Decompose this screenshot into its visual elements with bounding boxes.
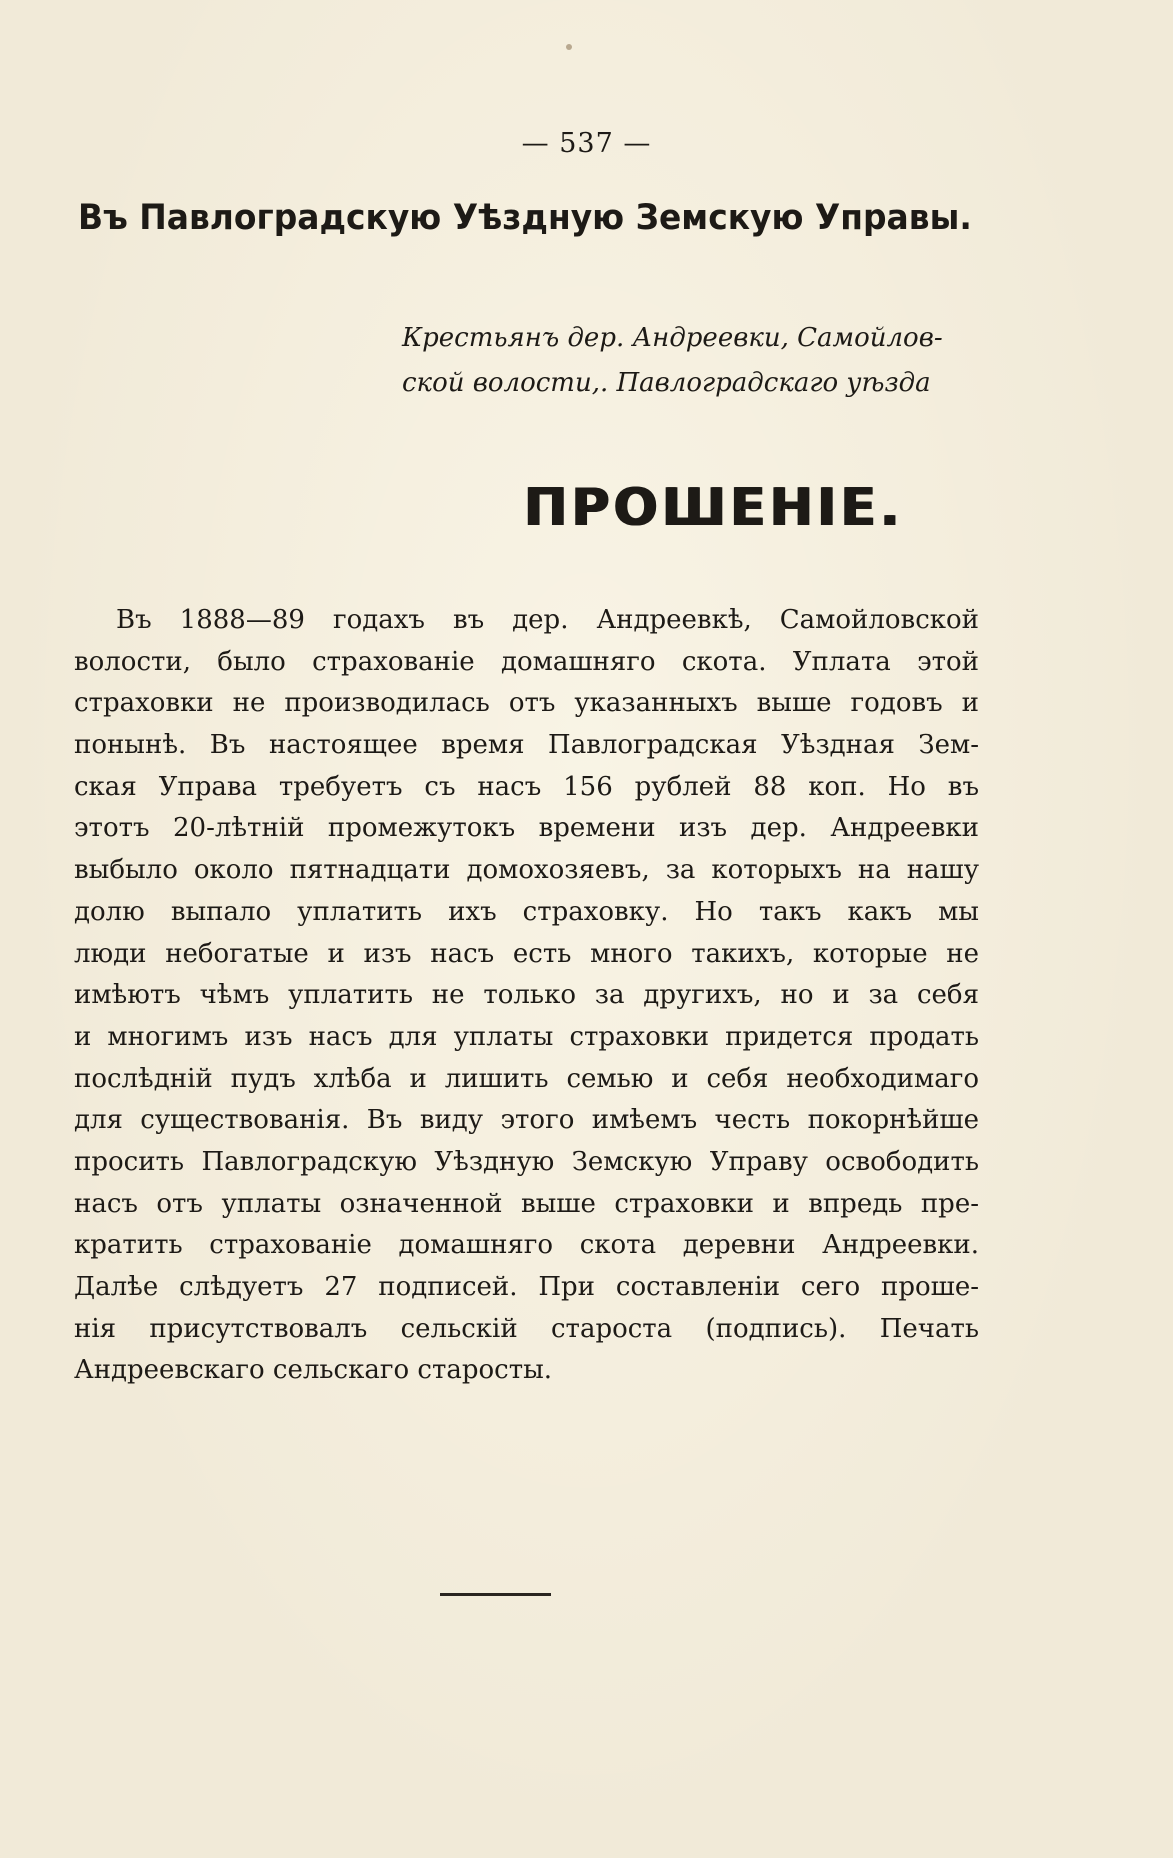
body-line: для существованія. Въ виду этого имѣемъ честь покорнѣйше — [74, 1105, 979, 1136]
addressee-line: ской волости,. Павлоградскаго уѣзда — [402, 368, 931, 398]
closing-rule — [440, 1593, 551, 1596]
body-line: насъ отъ уплаты означенной выше страховки и впредь пре- — [74, 1188, 979, 1219]
body-line: Въ 1888—89 годахъ въ дер. Андреевкѣ, Самойловской — [116, 605, 979, 635]
body-line: кратить страхованіе домашняго скота деревни Андреевки. — [74, 1230, 979, 1261]
petition-body — [74, 600, 979, 1392]
body-line: долю выпало уплатить ихъ страховку. Но такъ какъ мы — [74, 896, 979, 927]
body-line: имѣютъ чѣмъ уплатить не только за другихъ, но и за себя — [74, 980, 979, 1011]
body-line: и многимъ изъ насъ для уплаты страховки придется продать — [74, 1021, 979, 1052]
body-line: ская Управа требуетъ съ насъ 156 рублей 88 коп. Но въ — [74, 771, 979, 802]
body-line: страховки не производилась отъ указанныхъ выше годовъ и — [74, 688, 979, 719]
body-line: нія присутствовалъ сельскій староста (подпись). Печать — [74, 1313, 979, 1344]
document-heading: Въ Павлоградскую Уѣздную Земскую Управы. — [78, 198, 972, 238]
body-line: Далѣе слѣдуетъ 27 подписей. При составленіи сего проше- — [74, 1272, 979, 1302]
ink-speck — [566, 44, 572, 50]
page-number: — 537 — — [521, 128, 652, 159]
petition-title: ПРОШЕНІЕ. — [524, 478, 904, 538]
body-line: Андреевскаго сельскаго старосты. — [74, 1355, 553, 1386]
body-line: этотъ 20-лѣтній промежутокъ времени изъ дер. Андреевки — [74, 813, 979, 844]
body-line: волости, было страхованіе домашняго скота. Уплата этой — [74, 646, 979, 677]
body-line: выбыло около пятнадцати домохозяевъ, за которыхъ на нашу — [74, 855, 979, 886]
body-line: понынѣ. Въ настоящее время Павлоградская Уѣздная Зем- — [74, 730, 979, 761]
body-line: просить Павлоградскую Уѣздную Земскую Управу освободить — [74, 1146, 979, 1177]
addressee-line: Крестьянъ дер. Андреевки, Самойлов- — [402, 323, 943, 353]
addressee-block — [402, 316, 1002, 406]
body-line: люди небогатые и изъ насъ есть много такихъ, которые не — [74, 938, 979, 969]
body-line: послѣдній пудъ хлѣба и лишить семью и себя необходимаго — [74, 1063, 979, 1094]
